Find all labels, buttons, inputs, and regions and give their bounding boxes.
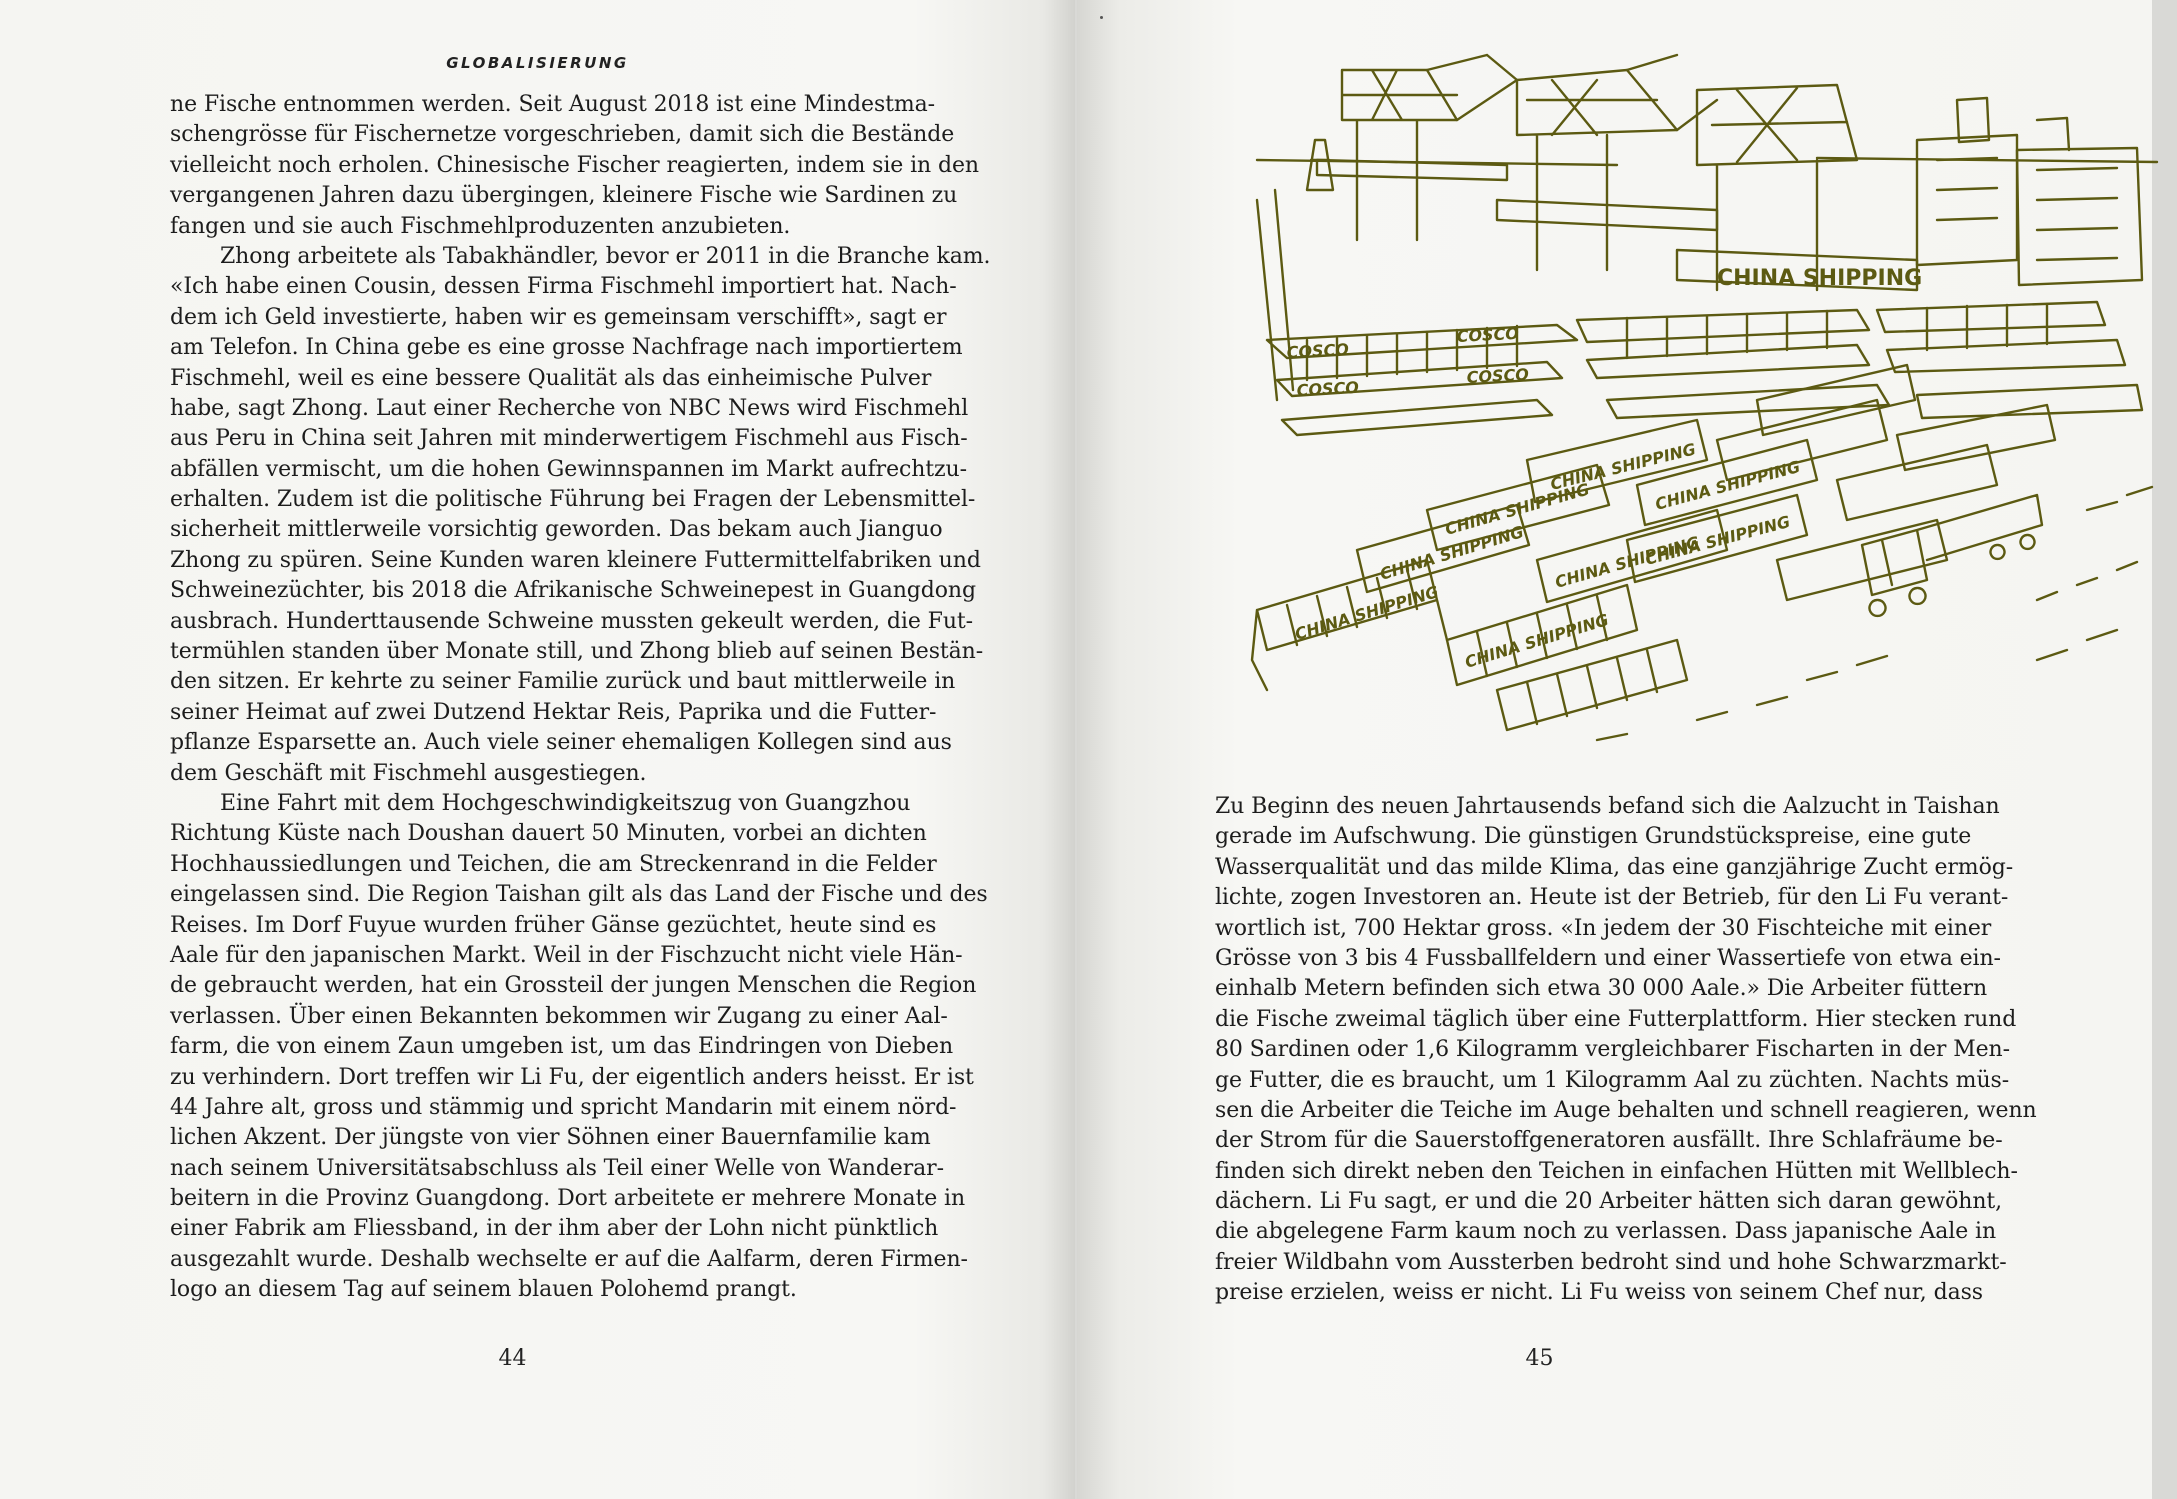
text-line: den sitzen. Er kehrte zu seiner Familie zurück und baut mittlerweile in — [170, 669, 956, 695]
right-page — [1077, 0, 2152, 1499]
container-label: COSCO — [1296, 377, 1360, 400]
text-line: zu verhindern. Dort treffen wir Li Fu, der eigentlich anders heisst. Er ist — [170, 1064, 974, 1090]
text-line: «Ich habe einen Cousin, dessen Firma Fischmehl importiert hat. Nach- — [170, 274, 957, 300]
text-line: finden sich direkt neben den Teichen in einfachen Hütten mit Wellblech- — [1215, 1158, 2018, 1184]
left-body-text — [170, 90, 991, 1306]
text-line: Eine Fahrt mit dem Hochgeschwindigkeitszug von Guangzhou — [220, 790, 911, 816]
text-line: Hochhaussiedlungen und Teichen, die am Streckenrand in die Felder — [170, 851, 937, 877]
text-line: pflanze Esparsette an. Auch viele seiner ehemaligen Kollegen sind aus — [170, 730, 952, 756]
text-line: der Strom für die Sauerstoffgeneratoren ausfällt. Ihre Schlafräume be- — [1215, 1128, 2003, 1154]
text-line: vielleicht noch erholen. Chinesische Fischer reagierten, indem sie in den — [170, 152, 979, 178]
text-line: ausgezahlt wurde. Deshalb wechselte er auf die Aalfarm, deren Firmen- — [170, 1246, 968, 1272]
text-line: eingelassen sind. Die Region Taishan gilt als das Land der Fische und des — [170, 882, 988, 908]
text-line: lichen Akzent. Der jüngste von vier Söhnen einer Bauernfamilie kam — [170, 1125, 931, 1151]
text-line: Zhong zu spüren. Seine Kunden waren kleinere Futtermittelfabriken und — [170, 547, 981, 573]
text-line: freier Wildbahn vom Aussterben bedroht sind und hohe Schwarzmarkt- — [1215, 1249, 2007, 1275]
container-label: COSCO — [1456, 323, 1520, 346]
container-label: CHINA SHIPPING — [1653, 456, 1803, 514]
text-line: dächern. Li Fu sagt, er und die 20 Arbeiter hätten sich daran gewöhnt, — [1215, 1189, 2003, 1215]
harbor-container-illustration — [1157, 40, 2177, 760]
text-line: 44 Jahre alt, gross und stämmig und spricht Mandarin mit einem nörd- — [170, 1094, 957, 1120]
text-line: gerade im Aufschwung. Die günstigen Grundstückspreise, eine gute — [1215, 824, 1972, 850]
text-line: einer Fabrik am Fliessband, in der ihm aber der Lohn nicht pünktlich — [170, 1216, 939, 1242]
running-head: GLOBALISIERUNG — [446, 54, 629, 72]
text-line: 80 Sardinen oder 1,6 Kilogramm vergleichbarer Fischarten in der Men- — [1215, 1037, 2010, 1063]
text-line: vergangenen Jahren dazu übergingen, kleinere Fische wie Sardinen zu — [170, 183, 958, 209]
text-line: beitern in die Provinz Guangdong. Dort arbeitete er mehrere Monate in — [170, 1186, 966, 1212]
text-line: Grösse von 3 bis 4 Fussballfeldern und einer Wassertiefe von etwa ein- — [1215, 945, 2001, 971]
text-line: verlassen. Über einen Bekannten bekommen wir Zugang zu einer Aal- — [170, 1003, 948, 1029]
text-line: Fischmehl, weil es eine bessere Qualität als das einheimische Pulver — [170, 365, 932, 391]
left-page — [0, 0, 1075, 1499]
text-line: nach seinem Universitätsabschluss als Teil einer Welle von Wanderar- — [170, 1155, 944, 1181]
text-line: schengrösse für Fischernetze vorgeschrieben, damit sich die Bestände — [170, 122, 955, 148]
text-line: Reises. Im Dorf Fuyue wurden früher Gänse gezüchtet, heute sind es — [170, 912, 937, 938]
page-number-left: 44 — [498, 1346, 527, 1371]
crane-label: CHINA SHIPPING — [1717, 266, 1923, 291]
text-line: dem Geschäft mit Fischmehl ausgestiegen. — [170, 760, 647, 786]
container-label: CHINA SHIPPING — [1442, 479, 1592, 539]
text-line: am Telefon. In China gebe es eine grosse Nachfrage nach importiertem — [170, 335, 963, 361]
text-line: habe, sagt Zhong. Laut einer Recherche von NBC News wird Fischmehl — [170, 395, 969, 421]
text-line: Wasserqualität und das milde Klima, das eine ganzjährige Zucht ermög- — [1215, 854, 2014, 880]
container-label: CHINA SHIPPING — [1292, 582, 1441, 644]
container-label: CHINA SHIPPING — [1548, 439, 1698, 494]
print-speck — [1100, 16, 1103, 19]
text-line: sen die Arbeiter die Teiche im Auge behalten und schnell reagieren, wenn — [1215, 1097, 2037, 1123]
container-label: CHINA SHIPPING — [1462, 610, 1611, 672]
text-line: termühlen standen über Monate still, und Zhong blieb auf seinen Bestän- — [170, 639, 984, 665]
text-line: die abgelegene Farm kaum noch zu verlassen. Dass japanische Aale in — [1215, 1219, 1997, 1245]
container-label: CHINA SHIPPING — [1643, 511, 1793, 569]
text-line: Zu Beginn des neuen Jahrtausends befand sich die Aalzucht in Taishan — [1215, 794, 2000, 819]
container-label: CHINA SHIPPING — [1552, 532, 1702, 592]
text-line: wortlich ist, 700 Hektar gross. «In jedem der 30 Fischteiche mit einer — [1215, 915, 1992, 941]
text-line: einhalb Metern befinden sich etwa 30 000 Aale.» Die Arbeiter füttern — [1215, 976, 1988, 1002]
text-line: seiner Heimat auf zwei Dutzend Hektar Reis, Paprika und die Futter- — [170, 699, 937, 725]
text-line: fangen und sie auch Fischmehlproduzenten anzubieten. — [170, 213, 791, 239]
text-line: abfällen vermischt, um die hohen Gewinnspannen im Markt aufrechtzu- — [170, 456, 967, 482]
text-line: de gebraucht werden, hat ein Grossteil der jungen Menschen die Region — [170, 973, 977, 999]
text-line: erhalten. Zudem ist die politische Führung bei Fragen der Lebensmittel- — [170, 487, 976, 513]
text-line: Richtung Küste nach Doushan dauert 50 Minuten, vorbei an dichten — [170, 821, 927, 847]
text-line: logo an diesem Tag auf seinem blauen Polohemd prangt. — [170, 1277, 797, 1303]
text-line: preise erzielen, weiss er nicht. Li Fu weiss von seinem Chef nur, dass — [1215, 1280, 1983, 1306]
text-line: Zhong arbeitete als Tabakhändler, bevor er 2011 in die Branche kam. — [220, 243, 991, 269]
right-body-text — [1215, 792, 2037, 1309]
text-line: dem ich Geld investierte, haben wir es gemeinsam verschifft», sagt er — [170, 304, 947, 330]
text-line: lichte, zogen Investoren an. Heute ist der Betrieb, für den Li Fu verant- — [1215, 885, 2009, 911]
container-label: COSCO — [1466, 364, 1530, 387]
text-line: aus Peru in China seit Jahren mit minderwertigem Fischmehl aus Fisch- — [170, 426, 968, 452]
container-label: CHINA SHIPPING — [1377, 522, 1526, 584]
text-line: ge Futter, die es braucht, um 1 Kilogramm Aal zu züchten. Nachts müs- — [1215, 1067, 2010, 1093]
text-line: Schweinezüchter, bis 2018 die Afrikanische Schweinepest in Guangdong — [170, 578, 976, 604]
text-line: farm, die von einem Zaun umgeben ist, um das Eindringen von Dieben — [170, 1034, 954, 1060]
text-line: ne Fische entnommen werden. Seit August 2018 ist eine Mindestma- — [170, 92, 935, 117]
text-line: ausbrach. Hunderttausende Schweine mussten gekeult werden, die Fut- — [170, 608, 973, 634]
text-line: die Fische zweimal täglich über eine Futterplattform. Hier stecken rund — [1215, 1006, 2017, 1032]
container-label: COSCO — [1286, 339, 1350, 362]
text-line: sicherheit mittlerweile vorsichtig geworden. Das bekam auch Jianguo — [170, 517, 943, 543]
page-number-right: 45 — [1525, 1346, 1554, 1371]
text-line: Aale für den japanischen Markt. Weil in der Fischzucht nicht viele Hän- — [170, 942, 963, 968]
